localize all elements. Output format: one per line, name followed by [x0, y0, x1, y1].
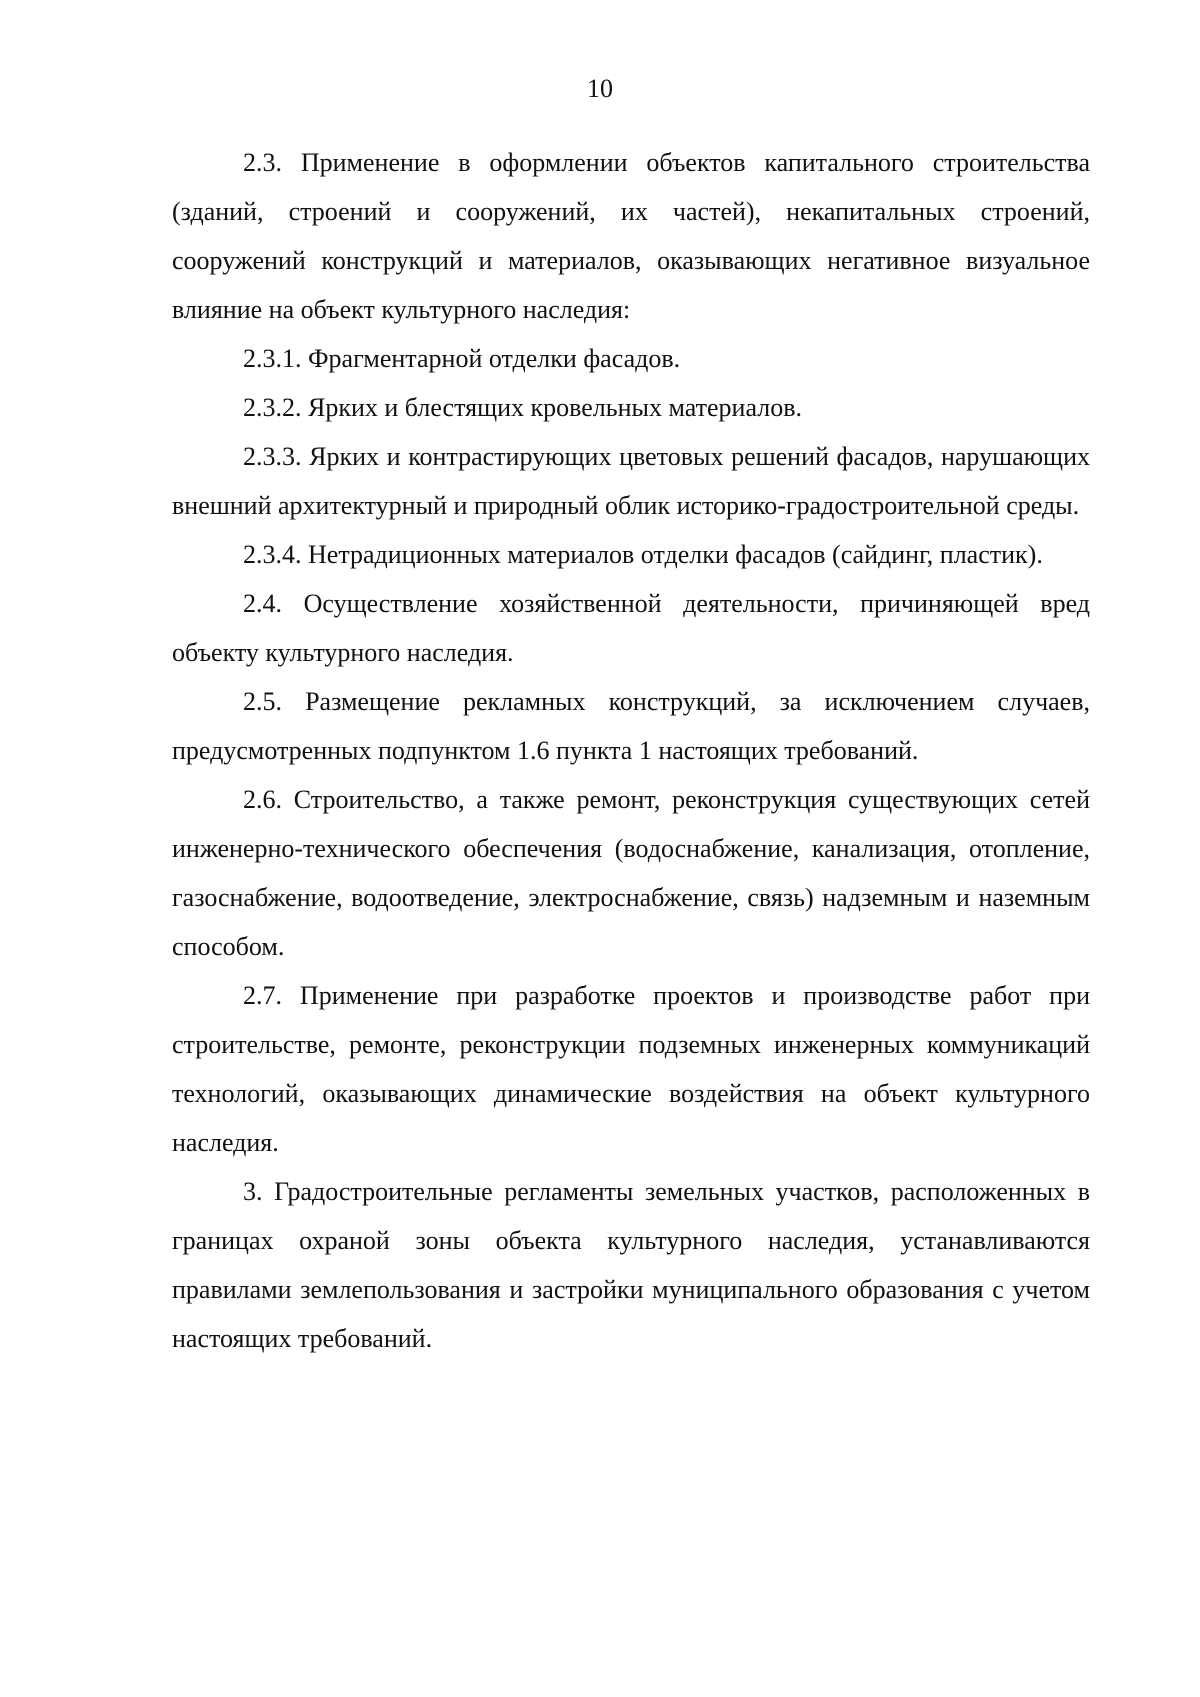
paragraph-2-3: 2.3. Применение в оформлении объектов капитального строительства (зданий, строений и сооружений, их частей), некапитальных строений, сооружений конструкций и материалов, оказывающих негативное визуальное влияние на объект культурного наследия: — [172, 148, 1090, 324]
page-number: 10 — [587, 74, 613, 103]
paragraph-3: 3. Градостроительные регламенты земельных участков, расположенных в границах охраной зоны объекта культурного наследия, устанавливаются правилами землепользования и застройки муниципального образования с учетом настоящих требований. — [172, 1177, 1090, 1353]
paragraph-2-3-2: 2.3.2. Ярких и блестящих кровельных материалов. — [243, 393, 802, 422]
paragraph-2-3-3: 2.3.3. Ярких и контрастирующих цветовых решений фасадов, нарушающих внешний архитектурный и природный облик историко-градостроительной среды. — [172, 442, 1090, 520]
paragraph-2-3-1: 2.3.1. Фрагментарной отделки фасадов. — [243, 344, 681, 373]
document-body — [172, 138, 1090, 1363]
paragraph-2-4: 2.4. Осуществление хозяйственной деятельности, причиняющей вред объекту культурного наследия. — [172, 589, 1090, 667]
paragraph-2-3-4: 2.3.4. Нетрадиционных материалов отделки фасадов (сайдинг, пластик). — [243, 540, 1043, 569]
paragraph-2-7: 2.7. Применение при разработке проектов и производстве работ при строительстве, ремонте, реконструкции подземных инженерных коммуникаций технологий, оказывающих динамические воздействия на объект культурного наследия. — [172, 981, 1090, 1157]
paragraph-2-6: 2.6. Строительство, а также ремонт, реконструкция существующих сетей инженерно-технического обеспечения (водоснабжение, канализация, отопление, газоснабжение, водоотведение, электроснабжение, связь) надземным и наземным способом. — [172, 785, 1090, 961]
paragraph-2-5: 2.5. Размещение рекламных конструкций, за исключением случаев, предусмотренных подпунктом 1.6 пункта 1 настоящих требований. — [172, 687, 1090, 765]
